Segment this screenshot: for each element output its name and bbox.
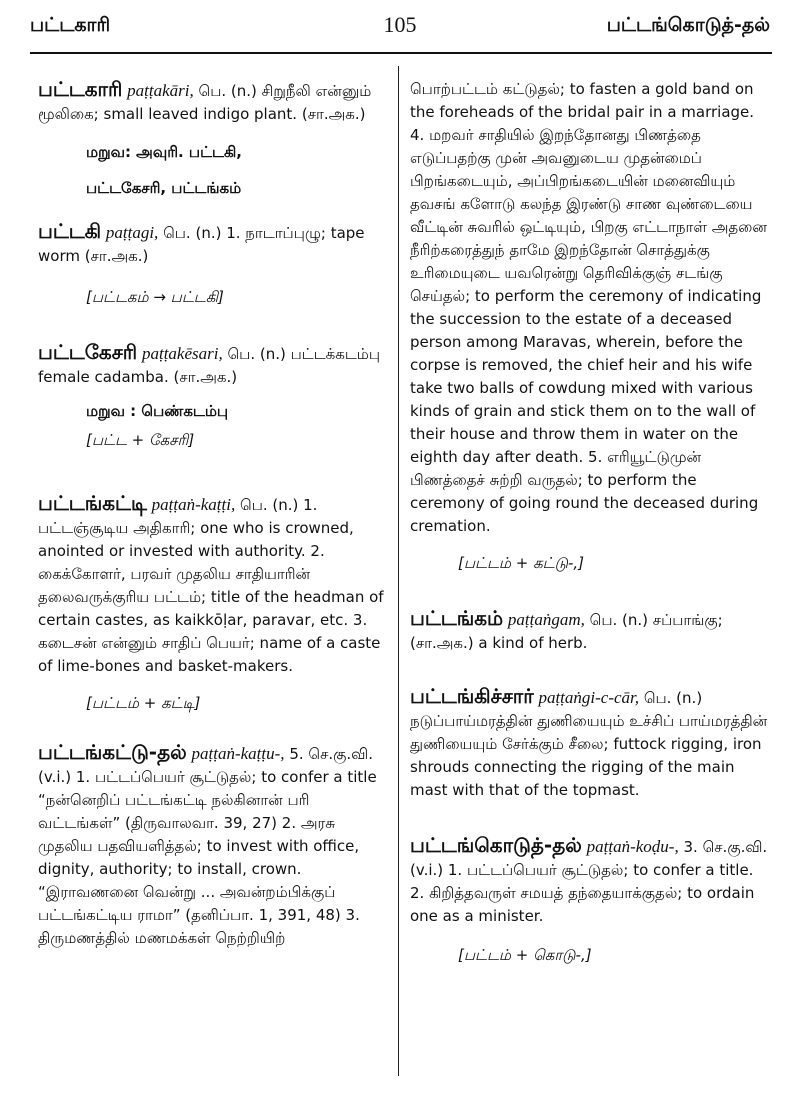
entry-synonym: மறுவ : பெண்கடம்பு (86, 402, 229, 420)
entry-headword: பட்டகாரி (38, 77, 123, 101)
dictionary-entry (38, 492, 386, 715)
entry-headword: பட்டகேசரி (38, 340, 138, 364)
entry-headword: பட்டங்கம் (410, 606, 504, 630)
entry-etymology: [பட்டம் + கொடு-,] (458, 946, 592, 964)
right-column (410, 78, 770, 967)
left-column (38, 78, 386, 950)
entry-definition: பெ. (n.) பட்டக்கடம்பு female cadamba. (சா.அக.) (38, 345, 381, 386)
entry-transliteration: paṭṭagi, (105, 223, 159, 242)
header-guide-word-right: பட்டங்கொடுத்-தல் (606, 14, 770, 36)
column-divider (398, 66, 399, 1076)
entry-headword: பட்டங்கட்டி (38, 491, 147, 515)
header-guide-word-left: பட்டகாரி (30, 14, 111, 36)
entry-etymology: [பட்ட + கேசரி] (86, 431, 195, 449)
entry-definition: பெ. (n.) நடுப்பாய்மரத்தின் துணியையும் உச்சிப் பாய்மரத்தின் துணியையும் சேர்க்கும் சீலை; futtock rigging, iron shrouds connecting the rigging of the main mast with that of the topmast. (410, 689, 768, 799)
dictionary-entry (410, 607, 770, 655)
entry-etymology: [பட்டகம் → பட்டகி] (86, 288, 224, 306)
entry-transliteration: paṭṭakēsari, (141, 344, 223, 363)
dictionary-entry-continued (410, 78, 770, 575)
entry-etymology: [பட்டம் + கட்டி] (86, 694, 201, 712)
entry-headword: பட்டங்கட்டு-தல் (38, 740, 187, 764)
entry-headword: பட்டகி (38, 219, 102, 243)
entry-definition: 3. செ.கு.வி. (v.i.) 1. பட்டப்பெயர் சூட்டுதல்; to confer a title. 2. கிறித்தவருள் சமயத் தந்தையாக்குதல்; to ordain one as a minister. (410, 838, 768, 925)
header-rule (30, 52, 772, 54)
dictionary-entry (38, 220, 386, 309)
entry-transliteration: paṭṭaṅ-koḍu-, (586, 837, 679, 856)
entry-synonym: பட்டகேசரி, பட்டங்கம் (86, 179, 242, 197)
entry-definition: பெ. (n.) 1. பட்டஞ்சூடிய அதிகாரி; one who is crowned, anointed or invested with authority. 2. கைக்கோளர், பரவர் முதலிய சாதியாரின் தலைவருக்குரிய பட்டம்; title of the headman of certain castes, as kaikkōḷar, paravar, etc. 3. கடைசன் என்னும் சாதிப் பெயர்; name of a caste of lime-bones and basket-makers. (38, 496, 384, 675)
entry-definition: 5. செ.கு.வி. (v.i.) 1. பட்டப்பெயர் சூட்டுதல்; to confer a title “நன்னெறிப் பட்டங்கட்டி நல்கினான் பரி வட்டங்கள்” (திருவாலவா. 39, 27) 2. அரசு முதலிய பதவியளித்தல்; to invest with office, dignity, authority; to install, crown. “இராவணனை வென்று ... அவன்றம்பிக்குப் பட்டங்கட்டிய ராமா” (தனிப்பா. 1, 391, 48) 3. திருமணத்தில் மணமக்கள் நெற்றியிற் (38, 745, 377, 947)
page-number: 105 (383, 12, 417, 37)
dictionary-entry (410, 685, 770, 802)
entry-definition: பெ. (n.) சிறுநீலி என்னும் மூலிகை; small leaved indigo plant. (சா.அக.) (38, 82, 372, 123)
entry-definition: பெ. (n.) 1. நாடாப்புழு; tape worm (சா.அக.) (38, 224, 365, 265)
entry-etymology: [பட்டம் + கட்டு-,] (458, 554, 585, 572)
entry-transliteration: paṭṭaṅgi-c-cār, (538, 688, 640, 707)
page-header (30, 10, 770, 44)
dictionary-entry (38, 741, 386, 950)
entry-headword: பட்டங்கொடுத்-தல் (410, 833, 582, 857)
entry-transliteration: paṭṭaṅgam, (507, 610, 585, 629)
entry-transliteration: paṭṭakāri, (127, 81, 194, 100)
entry-transliteration: paṭṭaṅ-kaṭṭu-, (191, 744, 285, 763)
entry-transliteration: paṭṭaṅ-kaṭṭi, (151, 495, 236, 514)
dictionary-entry (38, 78, 386, 206)
entry-definition: பொற்பட்டம் கட்டுதல்; to fasten a gold band on the foreheads of the bridal pair in a marriage. 4. மறவர் சாதியில் இறந்தோனது பிணத்தை எடுப்பதற்கு முன் அவனுடைய முதன்மைப் பிறங்கடையும், அப்பிறங்கடையின் மனைவியும் தவசங் களோடு கலந்த இரண்டு சாண வுண்டையை வீட்டின் சுவரில் ஒட்டியும், பிறகு எட்டாநாள் அதனை நீரிற்கரைத்துந் தாமே இறந்தோன் சொத்துக்கு உரிமையுடை யவரென்று தெரிவிக்குஞ் சடங்கு செய்தல்; to perform the ceremony of indicating the succession to the estate of a deceased person among Maravas, wherein, before the corpse is removed, the chief heir and his wife take two balls of cowdung mixed with various kinds of grain and stick them on to the wall of their house and throw them in water on the eighth day after death. 5. எரியூட்டுமுன் பிணத்தைச் சுற்றி வருதல்; to perform the ceremony of going round the deceased during cremation. (410, 80, 767, 535)
entry-synonym: மறுவ: அவுரி. பட்டகி, (86, 143, 242, 161)
entry-headword: பட்டங்கிச்சார் (410, 684, 534, 708)
dictionary-entry (38, 341, 386, 452)
entry-definition: பெ. (n.) சப்பாங்கு; (சா.அக.) a kind of herb. (410, 611, 723, 652)
dictionary-entry (410, 834, 770, 967)
